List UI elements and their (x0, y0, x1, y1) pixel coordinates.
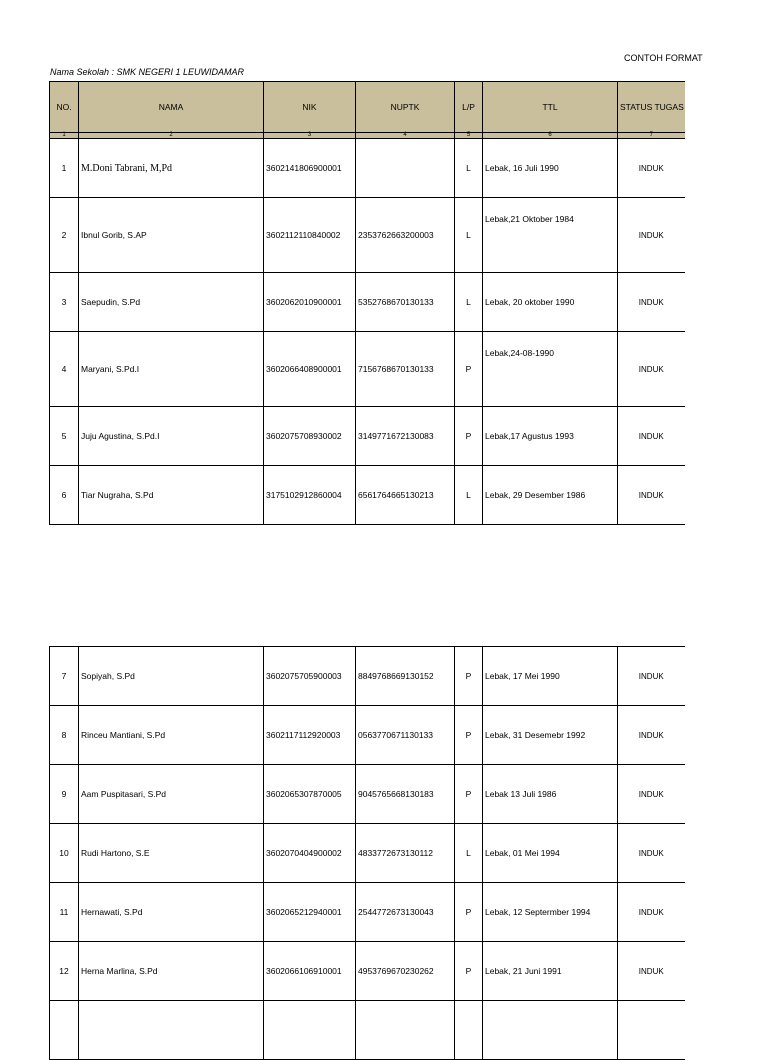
cell-nama: M.Doni Tabrani, M,Pd (79, 139, 264, 198)
header-status: STATUS TUGAS (618, 82, 685, 133)
cell-nama: Hernawati, S.Pd (79, 883, 264, 942)
cell-nama: Aam Puspitasari, S.Pd (79, 765, 264, 824)
cell-nama: Herna Marlina, S.Pd (79, 942, 264, 1001)
col-number: 5 (455, 133, 483, 139)
cell-no: 6 (50, 466, 79, 525)
cell-nuptk: 2353762663200003 (356, 198, 455, 273)
header-nik: NIK (264, 82, 356, 133)
cell-empty (618, 1001, 685, 1060)
cell-lp: L (455, 273, 483, 332)
cell-nuptk (356, 139, 455, 198)
header-ttl: TTL (483, 82, 618, 133)
cell-ttl: Lebak,21 Oktober 1984 (483, 198, 618, 273)
cell-nuptk: 4833772673130112 (356, 824, 455, 883)
cell-no: 12 (50, 942, 79, 1001)
cell-empty (79, 1001, 264, 1060)
header-nuptk: NUPTK (356, 82, 455, 133)
cell-nama: Sopiyah, S.Pd (79, 647, 264, 706)
cell-nama: Rudi Hartono, S.E (79, 824, 264, 883)
cell-lp: L (455, 824, 483, 883)
cell-no: 5 (50, 407, 79, 466)
cell-nama: Saepudin, S.Pd (79, 273, 264, 332)
cell-nama: Ibnul Gorib, S.AP (79, 198, 264, 273)
cell-lp: P (455, 647, 483, 706)
cell-lp: L (455, 139, 483, 198)
cell-no: 1 (50, 139, 79, 198)
col-number: 7 (618, 133, 685, 139)
table-row (50, 466, 685, 525)
cell-lp: P (455, 883, 483, 942)
cell-nuptk: 9045765668130183 (356, 765, 455, 824)
cell-nama: Juju Agustina, S.Pd.I (79, 407, 264, 466)
cell-no: 3 (50, 273, 79, 332)
cell-empty (356, 1001, 455, 1060)
teacher-table-page-2 (49, 646, 685, 1060)
teacher-table-page-1 (49, 81, 685, 525)
cell-ttl: Lebak, 20 oktober 1990 (483, 273, 618, 332)
cell-no: 2 (50, 198, 79, 273)
cell-nuptk: 5352768670130133 (356, 273, 455, 332)
cell-nuptk: 8849768669130152 (356, 647, 455, 706)
table-row (50, 273, 685, 332)
cell-nik: 3602070404900002 (264, 824, 356, 883)
cell-status: INDUK (618, 198, 685, 273)
table-row (50, 139, 685, 198)
cell-nik: 3602066408900001 (264, 332, 356, 407)
table-row (50, 824, 685, 883)
table-row (50, 198, 685, 273)
table-row (50, 332, 685, 407)
cell-nik: 3175102912860004 (264, 466, 356, 525)
cell-nik: 3602065307870005 (264, 765, 356, 824)
cell-no: 9 (50, 765, 79, 824)
cell-lp: L (455, 466, 483, 525)
cell-status: INDUK (618, 466, 685, 525)
document-title: CONTOH FORMAT (624, 53, 703, 63)
cell-nik: 3602112110840002 (264, 198, 356, 273)
cell-ttl: Lebak, 21 Juni 1991 (483, 942, 618, 1001)
cell-status: INDUK (618, 332, 685, 407)
cell-nama: Rinceu Mantiani, S.Pd (79, 706, 264, 765)
cell-nuptk: 3149771672130083 (356, 407, 455, 466)
cell-nik: 3602066106910001 (264, 942, 356, 1001)
cell-status: INDUK (618, 942, 685, 1001)
cell-nik: 3602075708930002 (264, 407, 356, 466)
cell-status: INDUK (618, 765, 685, 824)
table-row (50, 407, 685, 466)
cell-nama: Maryani, S.Pd.I (79, 332, 264, 407)
cell-nuptk: 7156768670130133 (356, 332, 455, 407)
col-number: 3 (264, 133, 356, 139)
table-row (50, 942, 685, 1001)
cell-status: INDUK (618, 139, 685, 198)
school-name: Nama Sekolah : SMK NEGERI 1 LEUWIDAMAR (50, 67, 245, 77)
cell-lp: P (455, 407, 483, 466)
cell-status: INDUK (618, 706, 685, 765)
col-number: 6 (483, 133, 618, 139)
cell-nuptk: 0563770671130133 (356, 706, 455, 765)
cell-ttl: Lebak, 01 Mei 1994 (483, 824, 618, 883)
header-nama: NAMA (79, 82, 264, 133)
cell-empty (483, 1001, 618, 1060)
cell-lp: P (455, 765, 483, 824)
table-row (50, 883, 685, 942)
table-row (50, 647, 685, 706)
col-number: 1 (50, 133, 79, 139)
table-row (50, 765, 685, 824)
cell-status: INDUK (618, 883, 685, 942)
cell-no: 8 (50, 706, 79, 765)
cell-lp: P (455, 706, 483, 765)
cell-status: INDUK (618, 273, 685, 332)
cell-nik: 3602141806900001 (264, 139, 356, 198)
cell-empty (50, 1001, 79, 1060)
header-lp: L/P (455, 82, 483, 133)
cell-empty (455, 1001, 483, 1060)
cell-ttl: Lebak, 29 Desember 1986 (483, 466, 618, 525)
cell-ttl: Lebak 13 Juli 1986 (483, 765, 618, 824)
table-row (50, 706, 685, 765)
cell-no: 7 (50, 647, 79, 706)
cell-status: INDUK (618, 647, 685, 706)
cell-nik: 3602117112920003 (264, 706, 356, 765)
table-row-partial (50, 1001, 685, 1060)
cell-no: 10 (50, 824, 79, 883)
cell-nuptk: 4953769670230262 (356, 942, 455, 1001)
cell-empty (264, 1001, 356, 1060)
col-number: 4 (356, 133, 455, 139)
cell-nik: 3602065212940001 (264, 883, 356, 942)
cell-nama: Tiar Nugraha, S.Pd (79, 466, 264, 525)
cell-ttl: Lebak, 31 Desemebr 1992 (483, 706, 618, 765)
cell-no: 11 (50, 883, 79, 942)
header-row (50, 82, 685, 133)
cell-ttl: Lebak, 17 Mei 1990 (483, 647, 618, 706)
header-no: NO. (50, 82, 79, 133)
cell-status: INDUK (618, 407, 685, 466)
cell-no: 4 (50, 332, 79, 407)
cell-nuptk: 6561764665130213 (356, 466, 455, 525)
cell-ttl: Lebak, 16 Juli 1990 (483, 139, 618, 198)
cell-lp: P (455, 942, 483, 1001)
col-number: 2 (79, 133, 264, 139)
cell-nuptk: 2544772673130043 (356, 883, 455, 942)
cell-ttl: Lebak,24-08-1990 (483, 332, 618, 407)
cell-lp: L (455, 198, 483, 273)
cell-nik: 3602062010900001 (264, 273, 356, 332)
cell-ttl: Lebak,17 Agustus 1993 (483, 407, 618, 466)
cell-lp: P (455, 332, 483, 407)
cell-nik: 3602075705900003 (264, 647, 356, 706)
cell-status: INDUK (618, 824, 685, 883)
cell-ttl: Lebak, 12 Septermber 1994 (483, 883, 618, 942)
